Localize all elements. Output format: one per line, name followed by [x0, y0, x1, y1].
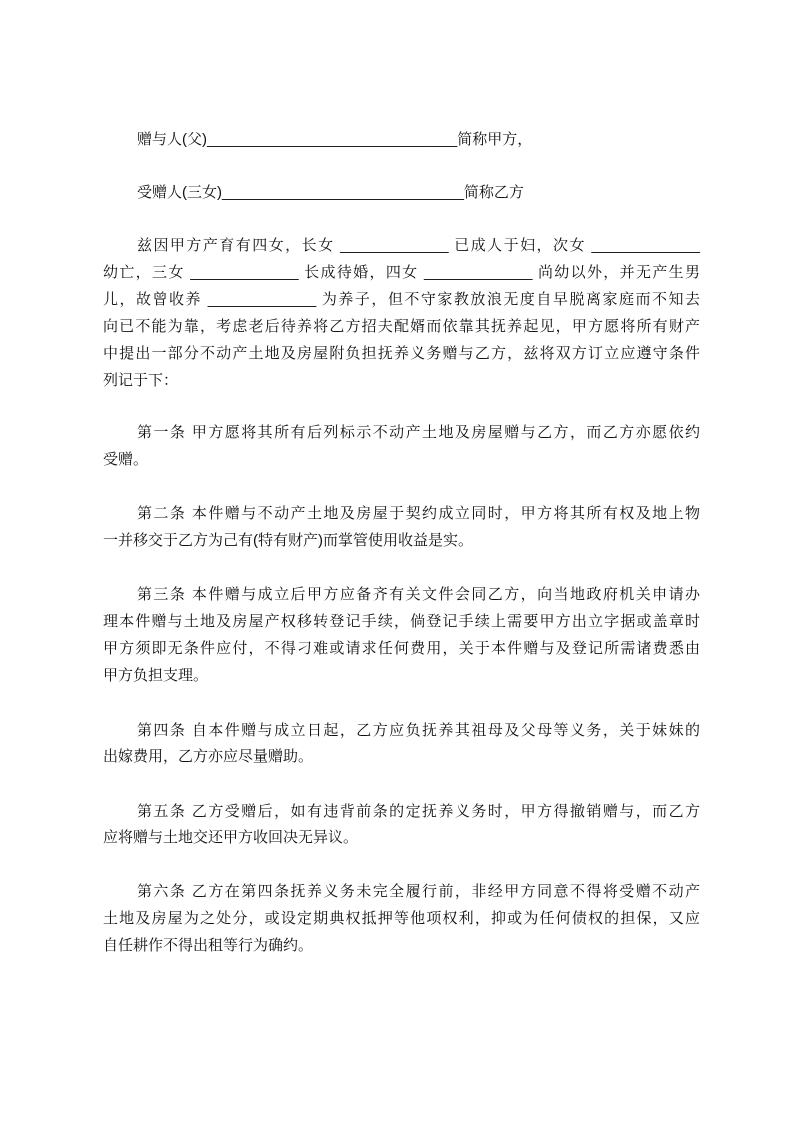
article-line: 理本件赠与土地及房屋产权移转登记手续，倘登记手续上需要甲方出立字据或盖章时	[103, 613, 700, 630]
preamble-line: 向已不能为靠，考虑老后待养将乙方招夫配婿而依靠其抚养起见，甲方愿将所有财产	[103, 318, 700, 335]
preamble-line: 列记于下：	[103, 372, 179, 389]
article-line: 受赠。	[103, 451, 149, 468]
article-line: 出嫁费用，乙方亦应尽量赠助。	[103, 748, 314, 765]
article-line: 土地及房屋为之处分，或设定期典权抵押等他项权利，抑或为任何债权的担保，又应	[103, 910, 700, 927]
preamble-line: 儿，故曾收养 _____________ 为养子，但不守家教放浪无度自早脱离家庭而不知去	[103, 291, 700, 308]
article-line: 甲方须即无条件应付，不得刁难或请求任何费用，关于本件赠与及登记所需诸费悉由	[103, 640, 700, 657]
article-line: 第三条 本件赠与成立后甲方应备齐有关文件会同乙方，向当地政府机关申请办	[137, 586, 700, 603]
article-line: 第二条 本件赠与不动产土地及房屋于契约成立同时，甲方将其所有权及地上物	[137, 505, 700, 522]
donor-line: 赠与人(父)______________________________简称甲方，	[137, 131, 533, 148]
donee-line: 受赠人(三女)_____________________________简称乙方	[137, 184, 524, 201]
preamble-line: 中提出一部分不动产土地及房屋附负担抚养义务赠与乙方，兹将双方订立应遵守条件	[103, 345, 700, 362]
article-line: 第四条 自本件赠与成立日起，乙方应负抚养其祖母及父母等义务，关于妹妹的	[137, 722, 700, 739]
article-line: 第五条 乙方受赠后，如有违背前条的定抚养义务时，甲方得撤销赠与，而乙方	[137, 803, 700, 820]
preamble-line: 兹因甲方产育有四女，长女 _____________ 已成人于妇，次女 _____________	[137, 237, 700, 254]
article-line: 应将赠与土地交还甲方收回决无异议。	[103, 829, 359, 846]
article-line: 甲方负担支理。	[103, 667, 209, 684]
article-line: 一并移交于乙方为己有(特有财产)而掌管使用收益是实。	[103, 532, 473, 549]
article-line: 自任耕作不得出租等行为确约。	[103, 937, 314, 954]
preamble-line: 幼亡，三女 _____________ 长成待婚，四女 _____________ 尚幼以外，并无产生男	[103, 264, 700, 281]
article-line: 第一条 甲方愿将其所有后列标示不动产土地及房屋赠与乙方，而乙方亦愿依约	[137, 424, 700, 441]
article-line: 第六条 乙方在第四条抚养义务未完全履行前，非经甲方同意不得将受赠不动产	[137, 883, 700, 900]
